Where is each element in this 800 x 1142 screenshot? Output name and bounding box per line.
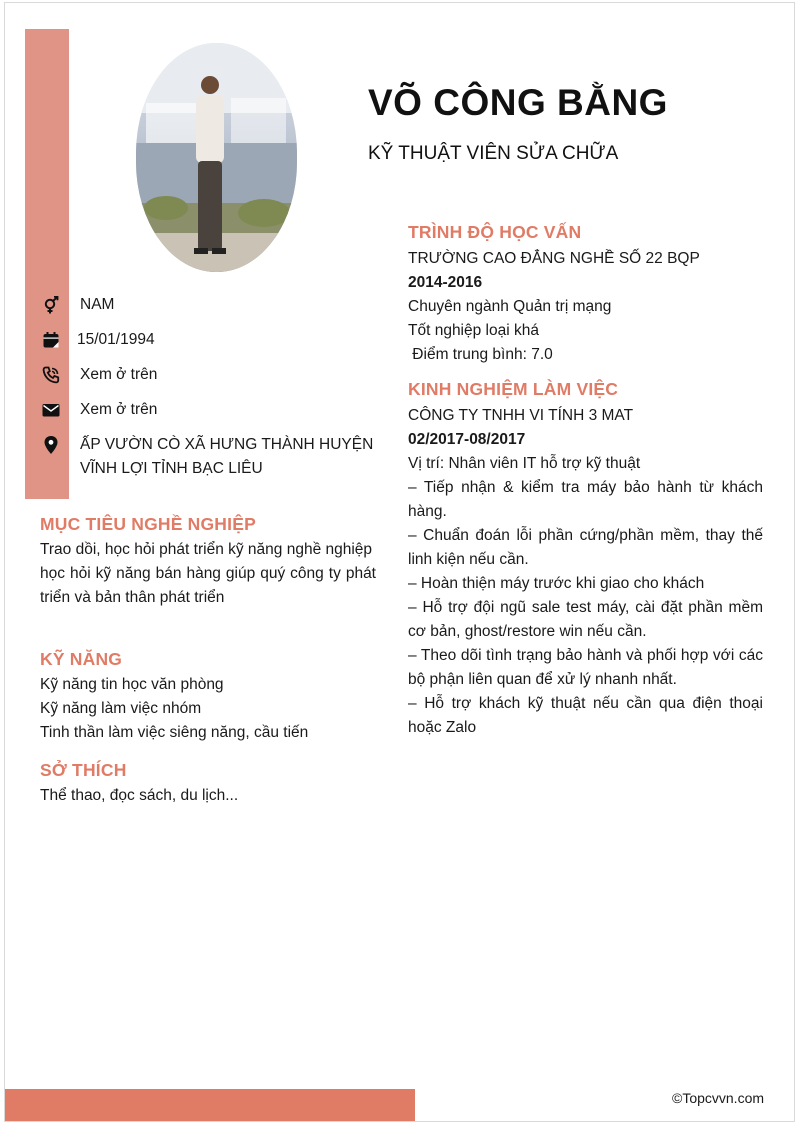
footer-accent-bar	[5, 1089, 415, 1121]
objective-line: Trao dồi, học hỏi phát triển kỹ năng nghề nghiệp	[40, 541, 373, 558]
skill-item: Tinh thần làm việc siêng năng, cầu tiến	[40, 724, 309, 741]
hobbies-title: SỞ THÍCH	[40, 760, 127, 780]
education-content	[408, 247, 763, 367]
email-icon	[40, 399, 62, 421]
hobbies-text: Thể thao, đọc sách, du lịch...	[40, 787, 239, 804]
experience-period: 02/2017-08/2017	[408, 431, 526, 448]
contact-phone-row	[40, 363, 380, 387]
contact-birthday-row	[40, 328, 377, 352]
job-title: KỸ THUẬT VIÊN SỬA CHỮA	[368, 143, 619, 164]
side-accent-bar	[25, 29, 69, 499]
birthday-value: 15/01/1994	[77, 331, 155, 348]
gender-value: NAM	[80, 296, 115, 313]
experience-line: – Tiếp nhận & kiểm tra máy bảo hành từ khách hàng.	[408, 479, 763, 520]
contact-email-row	[40, 398, 380, 422]
education-title: TRÌNH ĐỘ HỌC VẤN	[408, 222, 582, 242]
contact-address-row	[40, 433, 380, 481]
skill-item: Kỹ năng làm việc nhóm	[40, 700, 202, 717]
experience-title: KINH NGHIỆM LÀM VIỆC	[408, 379, 619, 399]
candidate-name: VÕ CÔNG BẰNG	[368, 82, 668, 123]
education-period: 2014-2016	[408, 274, 483, 291]
location-pin-icon	[40, 434, 62, 456]
objective-content	[40, 538, 376, 610]
skill-item: Kỹ năng tin học văn phòng	[40, 676, 224, 693]
contact-gender-row	[40, 293, 380, 317]
experience-line: – Hỗ trợ đội ngũ sale test máy, cài đặt phần mềm cơ bản, ghost/restore win nếu cần.	[408, 599, 763, 640]
experience-company: CÔNG TY TNHH VI TÍNH 3 MAT	[408, 407, 634, 424]
education-line: Điểm trung bình: 7.0	[408, 346, 553, 363]
experience-content	[408, 404, 763, 740]
education-school: TRƯỜNG CAO ĐẲNG NGHỀ SỐ 22 BQP	[408, 250, 700, 267]
profile-photo	[136, 43, 297, 272]
experience-line: – Chuẩn đoán lỗi phần cứng/phần mềm, thay thế linh kiện nếu cần.	[408, 527, 763, 568]
objective-line: học hỏi kỹ năng bán hàng giúp quý công ty phát triển và bản thân phát triển	[40, 565, 376, 606]
skills-list	[40, 673, 376, 745]
calendar-icon	[40, 329, 62, 351]
hobbies-content	[40, 784, 376, 808]
experience-line: – Hoàn thiện máy trước khi giao cho khách	[408, 575, 705, 592]
education-line: Chuyên ngành Quản trị mạng	[408, 298, 612, 315]
experience-line: – Hỗ trợ khách kỹ thuật nếu cần qua điện thoại hoặc Zalo	[408, 695, 763, 736]
gender-icon	[40, 294, 62, 316]
experience-line: Vị trí: Nhân viên IT hỗ trợ kỹ thuật	[408, 455, 641, 472]
skills-title: KỸ NĂNG	[40, 649, 123, 669]
experience-line: – Theo dõi tình trạng bảo hành và phối hợp với các bộ phận liên quan để xử lý nhanh nhất.	[408, 647, 763, 688]
phone-icon	[40, 364, 62, 386]
phone-value: Xem ở trên	[80, 366, 158, 383]
objective-title: MỤC TIÊU NGHỀ NGHIỆP	[40, 514, 256, 534]
email-value: Xem ở trên	[80, 401, 158, 418]
copyright-text: ©Topcvvn.com	[672, 1090, 765, 1106]
education-line: Tốt nghiệp loại khá	[408, 322, 539, 339]
address-value: ẤP VƯỜN CÒ XÃ HƯNG THÀNH HUYỆN VĨNH LỢI TỈNH BẠC LIÊU	[80, 436, 374, 477]
